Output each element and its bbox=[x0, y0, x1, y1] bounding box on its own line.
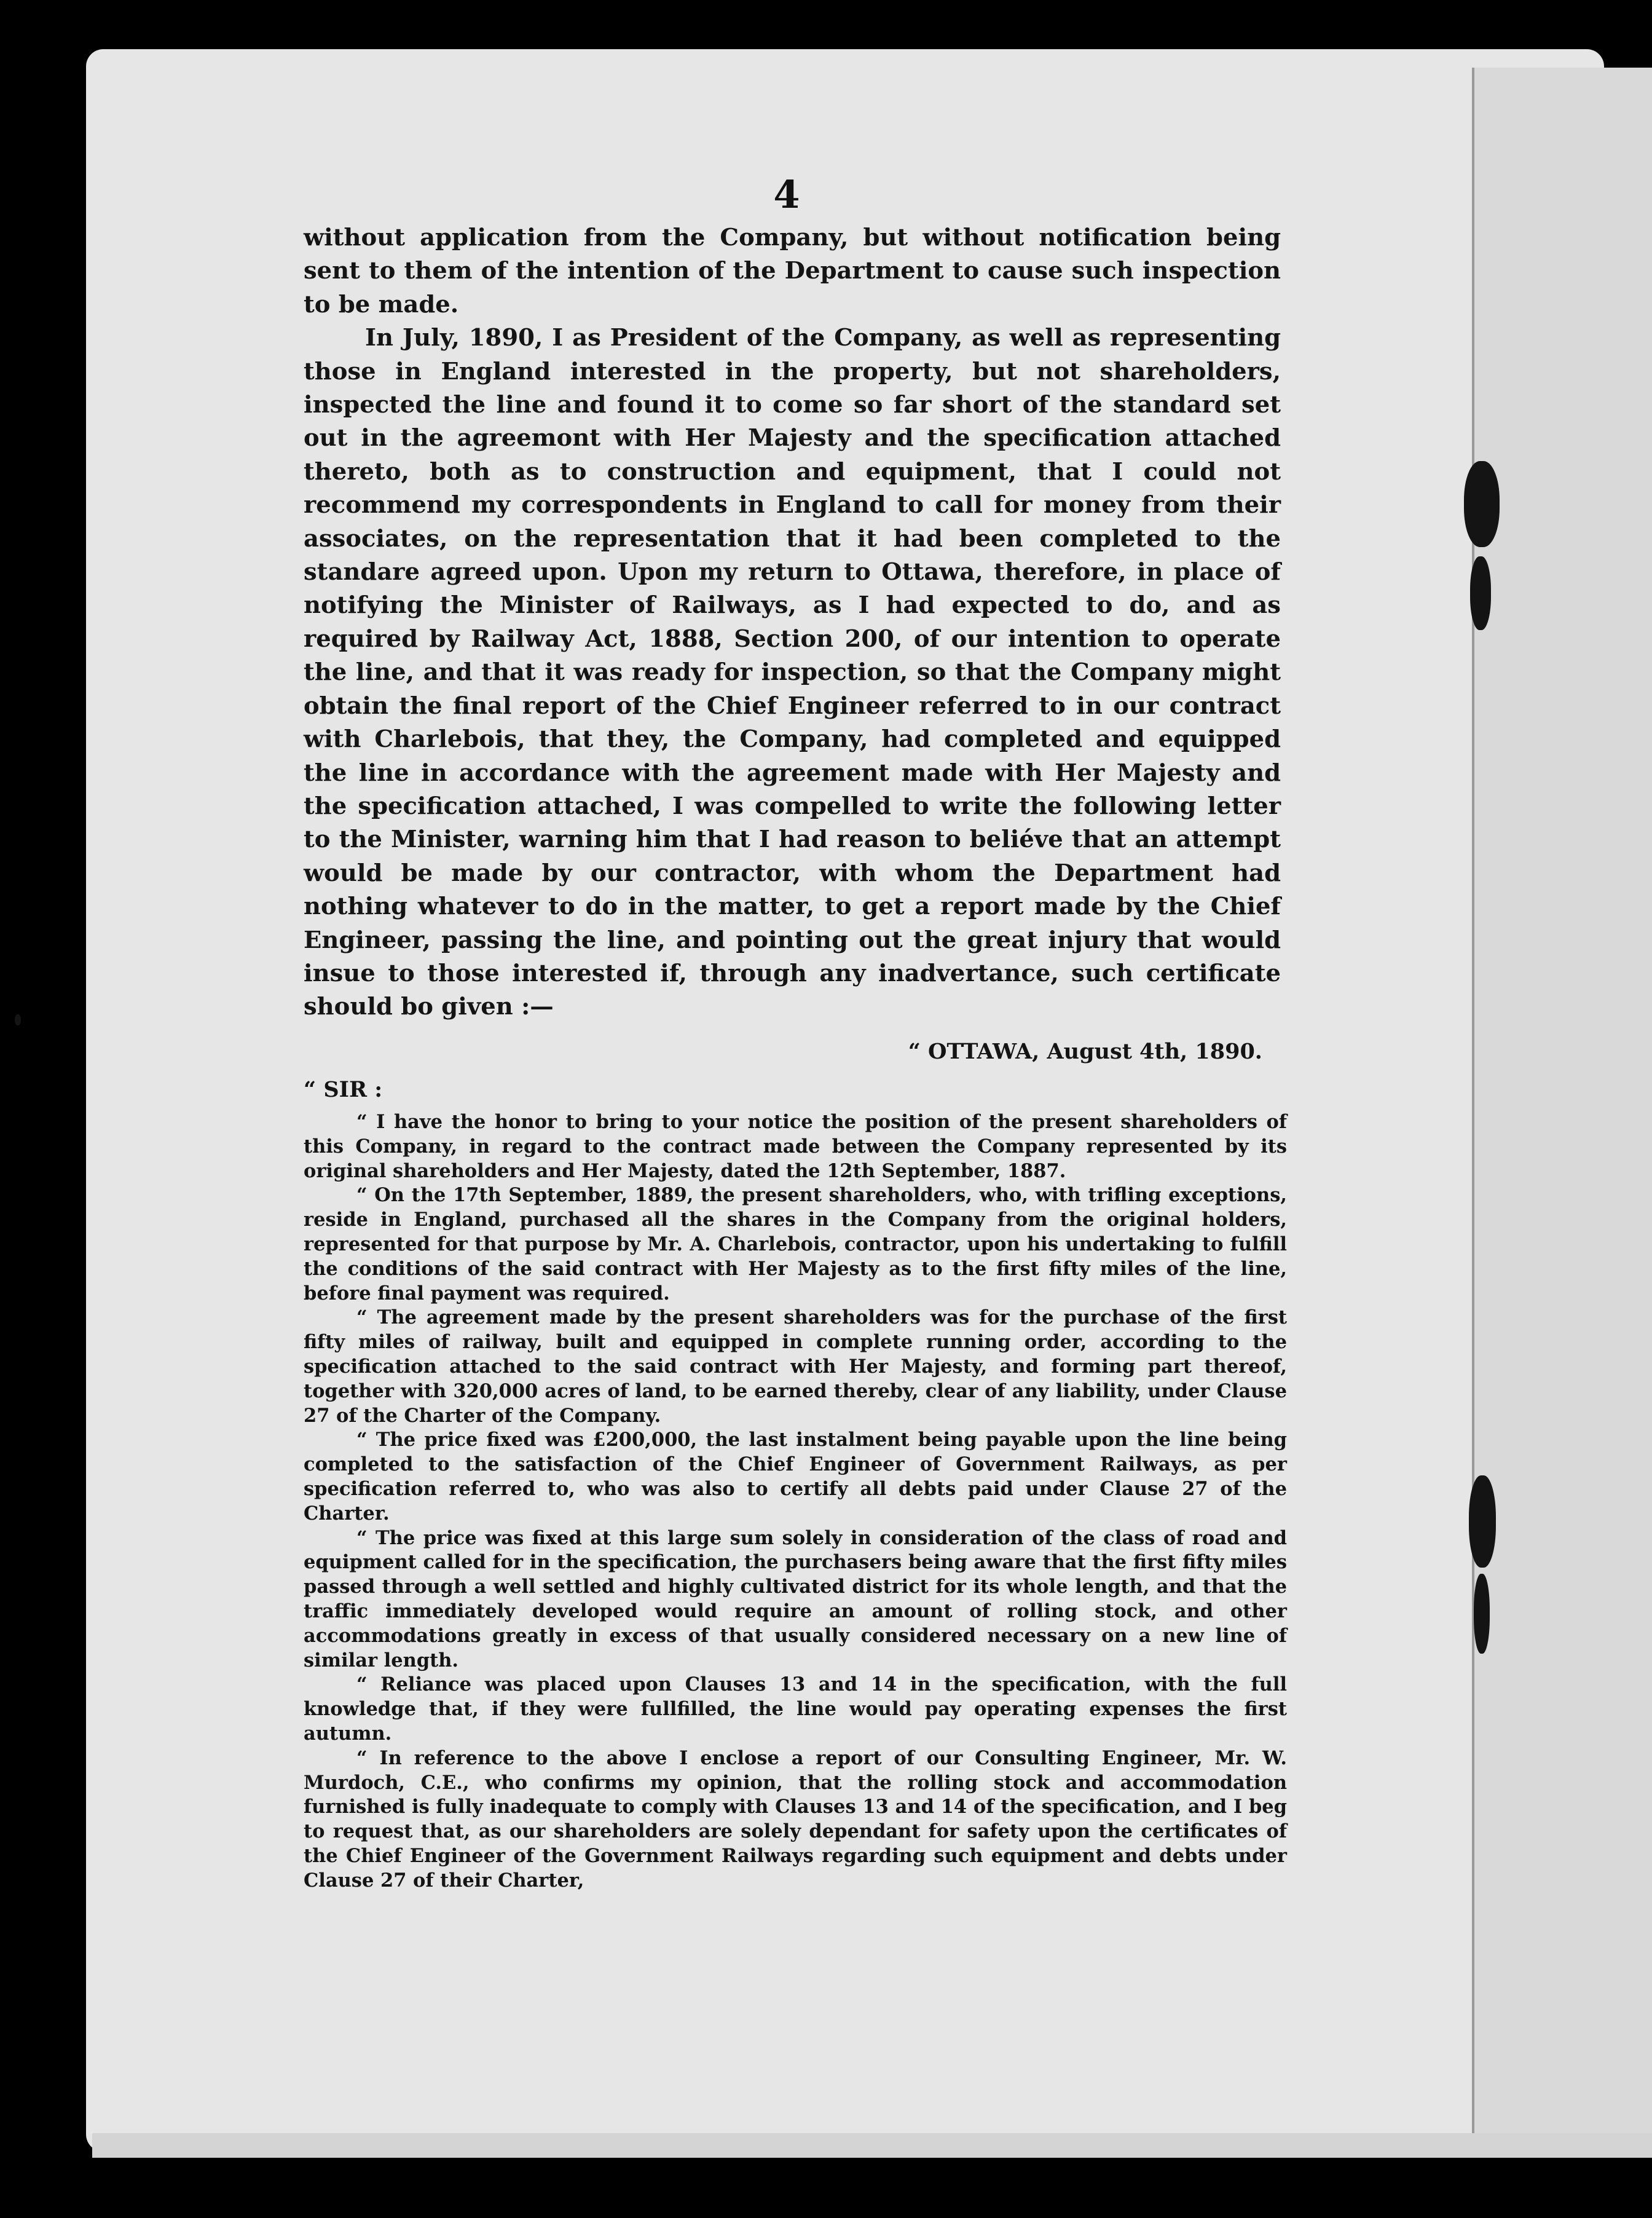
letter-paragraph: “ The price fixed was £200,000, the last instalment being payable upon the line being completed to the satisfaction of the Chief Engineer of Government Railways, as per specification referred to, who was also to certify all debts paid under Clause 27 of the Charter. bbox=[304, 1429, 1287, 1525]
body-text bbox=[304, 221, 1281, 1024]
adjacent-page-edge bbox=[1472, 68, 1652, 2155]
letter-paragraph: “ Reliance was placed upon Clauses 13 and 14 in the specification, with the full knowledge that, if they were fullfilled, the line would pay operating expenses the first autumn. bbox=[304, 1673, 1287, 1745]
letter-paragraph: “ I have the honor to bring to your notice the position of the present shareholders of this Company, in regard to the contract made between the Company represented by its original shareholders and Her Majesty, dated the 12th September, 1887. bbox=[304, 1111, 1287, 1182]
letter-date-line: “ OTTAWA, August 4th, 1890. bbox=[908, 1039, 1262, 1064]
page-bottom-edge bbox=[92, 2133, 1652, 2158]
ink-blot-mark bbox=[1474, 1574, 1490, 1654]
letter-paragraph: “ The agreement made by the present shareholders was for the purchase of the first fifty miles of railway, built and equipped in complete running order, according to the specification attached to the said contract with Her Majesty, and forming part thereof, together with 320,000 acres of land, to be earned thereby, clear of any liability, under Clause 27 of the Charter of the Company. bbox=[304, 1306, 1287, 1427]
letter-salutation: “ SIR : bbox=[304, 1077, 383, 1102]
letter-paragraph: “ On the 17th September, 1889, the present shareholders, who, with trifling exceptions, reside in England, purchased all the shares in the Company from the original holders, represented for that purpose by Mr. A. Charlebois, contractor, upon his undertaking to fulfill the conditions of the said contract with Her Majesty as to the first fifty miles of the line, before final payment was required. bbox=[304, 1184, 1287, 1304]
letter-paragraph: “ The price was fixed at this large sum solely in consideration of the class of road and equipment called for in the specification, the purchasers being aware that the first fifty miles passed through a well settled and highly cultivated district for its whole length, and that the traffic immediately developed would require an amount of rolling stock, and other accommodations greatly in excess of that usually considered necessary on a new line of similar length. bbox=[304, 1526, 1287, 1671]
letter-body bbox=[304, 1110, 1287, 1893]
ink-blot-mark bbox=[1469, 1475, 1496, 1568]
paragraph: In July, 1890, I as President of the Company, as well as representing those in England interested in the property, but not shareholders, inspected the line and found it to come so far short of the standard set out in the agreemont with Her Majesty and the specification attached thereto, both as to construction and equipment, that I could not recommend my correspondents in England to call for money from their associates, on the representation that it had been completed to the standare agreed upon. Upon my return to Ottawa, therefore, in place of notifying the Minister of Railways, as I had expected to do, and as required by Railway Act, 1888, Section 200, of our intention to operate the line, and that it was ready for inspection, so that the Company might obtain the final report of the Chief Engineer referred to in our contract with Charlebois, that they, the Company, had completed and equipped the line in accordance with the agreement made with Her Majesty and the specification attached, I was compelled to write the following letter to the Minister, warning him that I had reason to beliéve that an attempt would be made by our contractor, with whom the Department had nothing whatever to do in the matter, to get a report made by the Chief Engineer, passing the line, and pointing out the great injury that would insue to those interested if, through any inadvertance, such certificate should bo given :— bbox=[304, 324, 1281, 1021]
page-fold-line bbox=[1472, 68, 1474, 2155]
page-number: 4 bbox=[773, 172, 800, 217]
ink-blot-mark bbox=[1464, 461, 1500, 547]
paragraph: without application from the Company, but without notification being sent to them of the intention of the Department to cause such inspection to be made. bbox=[304, 224, 1281, 318]
letter-paragraph: “ In reference to the above I enclose a report of our Consulting Engineer, Mr. W. Murdoch, C.E., who confirms my opinion, that the rolling stock and accommodation furnished is fully inadequate to comply with Clauses 13 and 14 of the specification, and I beg to request that, as our shareholders are solely dependant for safety upon the certificates of the Chief Engineer of the Government Railways regarding such equipment and debts under Clause 27 of their Charter, bbox=[304, 1746, 1287, 1892]
ink-blot-mark bbox=[1470, 556, 1491, 630]
ink-blot-mark bbox=[15, 1014, 21, 1025]
